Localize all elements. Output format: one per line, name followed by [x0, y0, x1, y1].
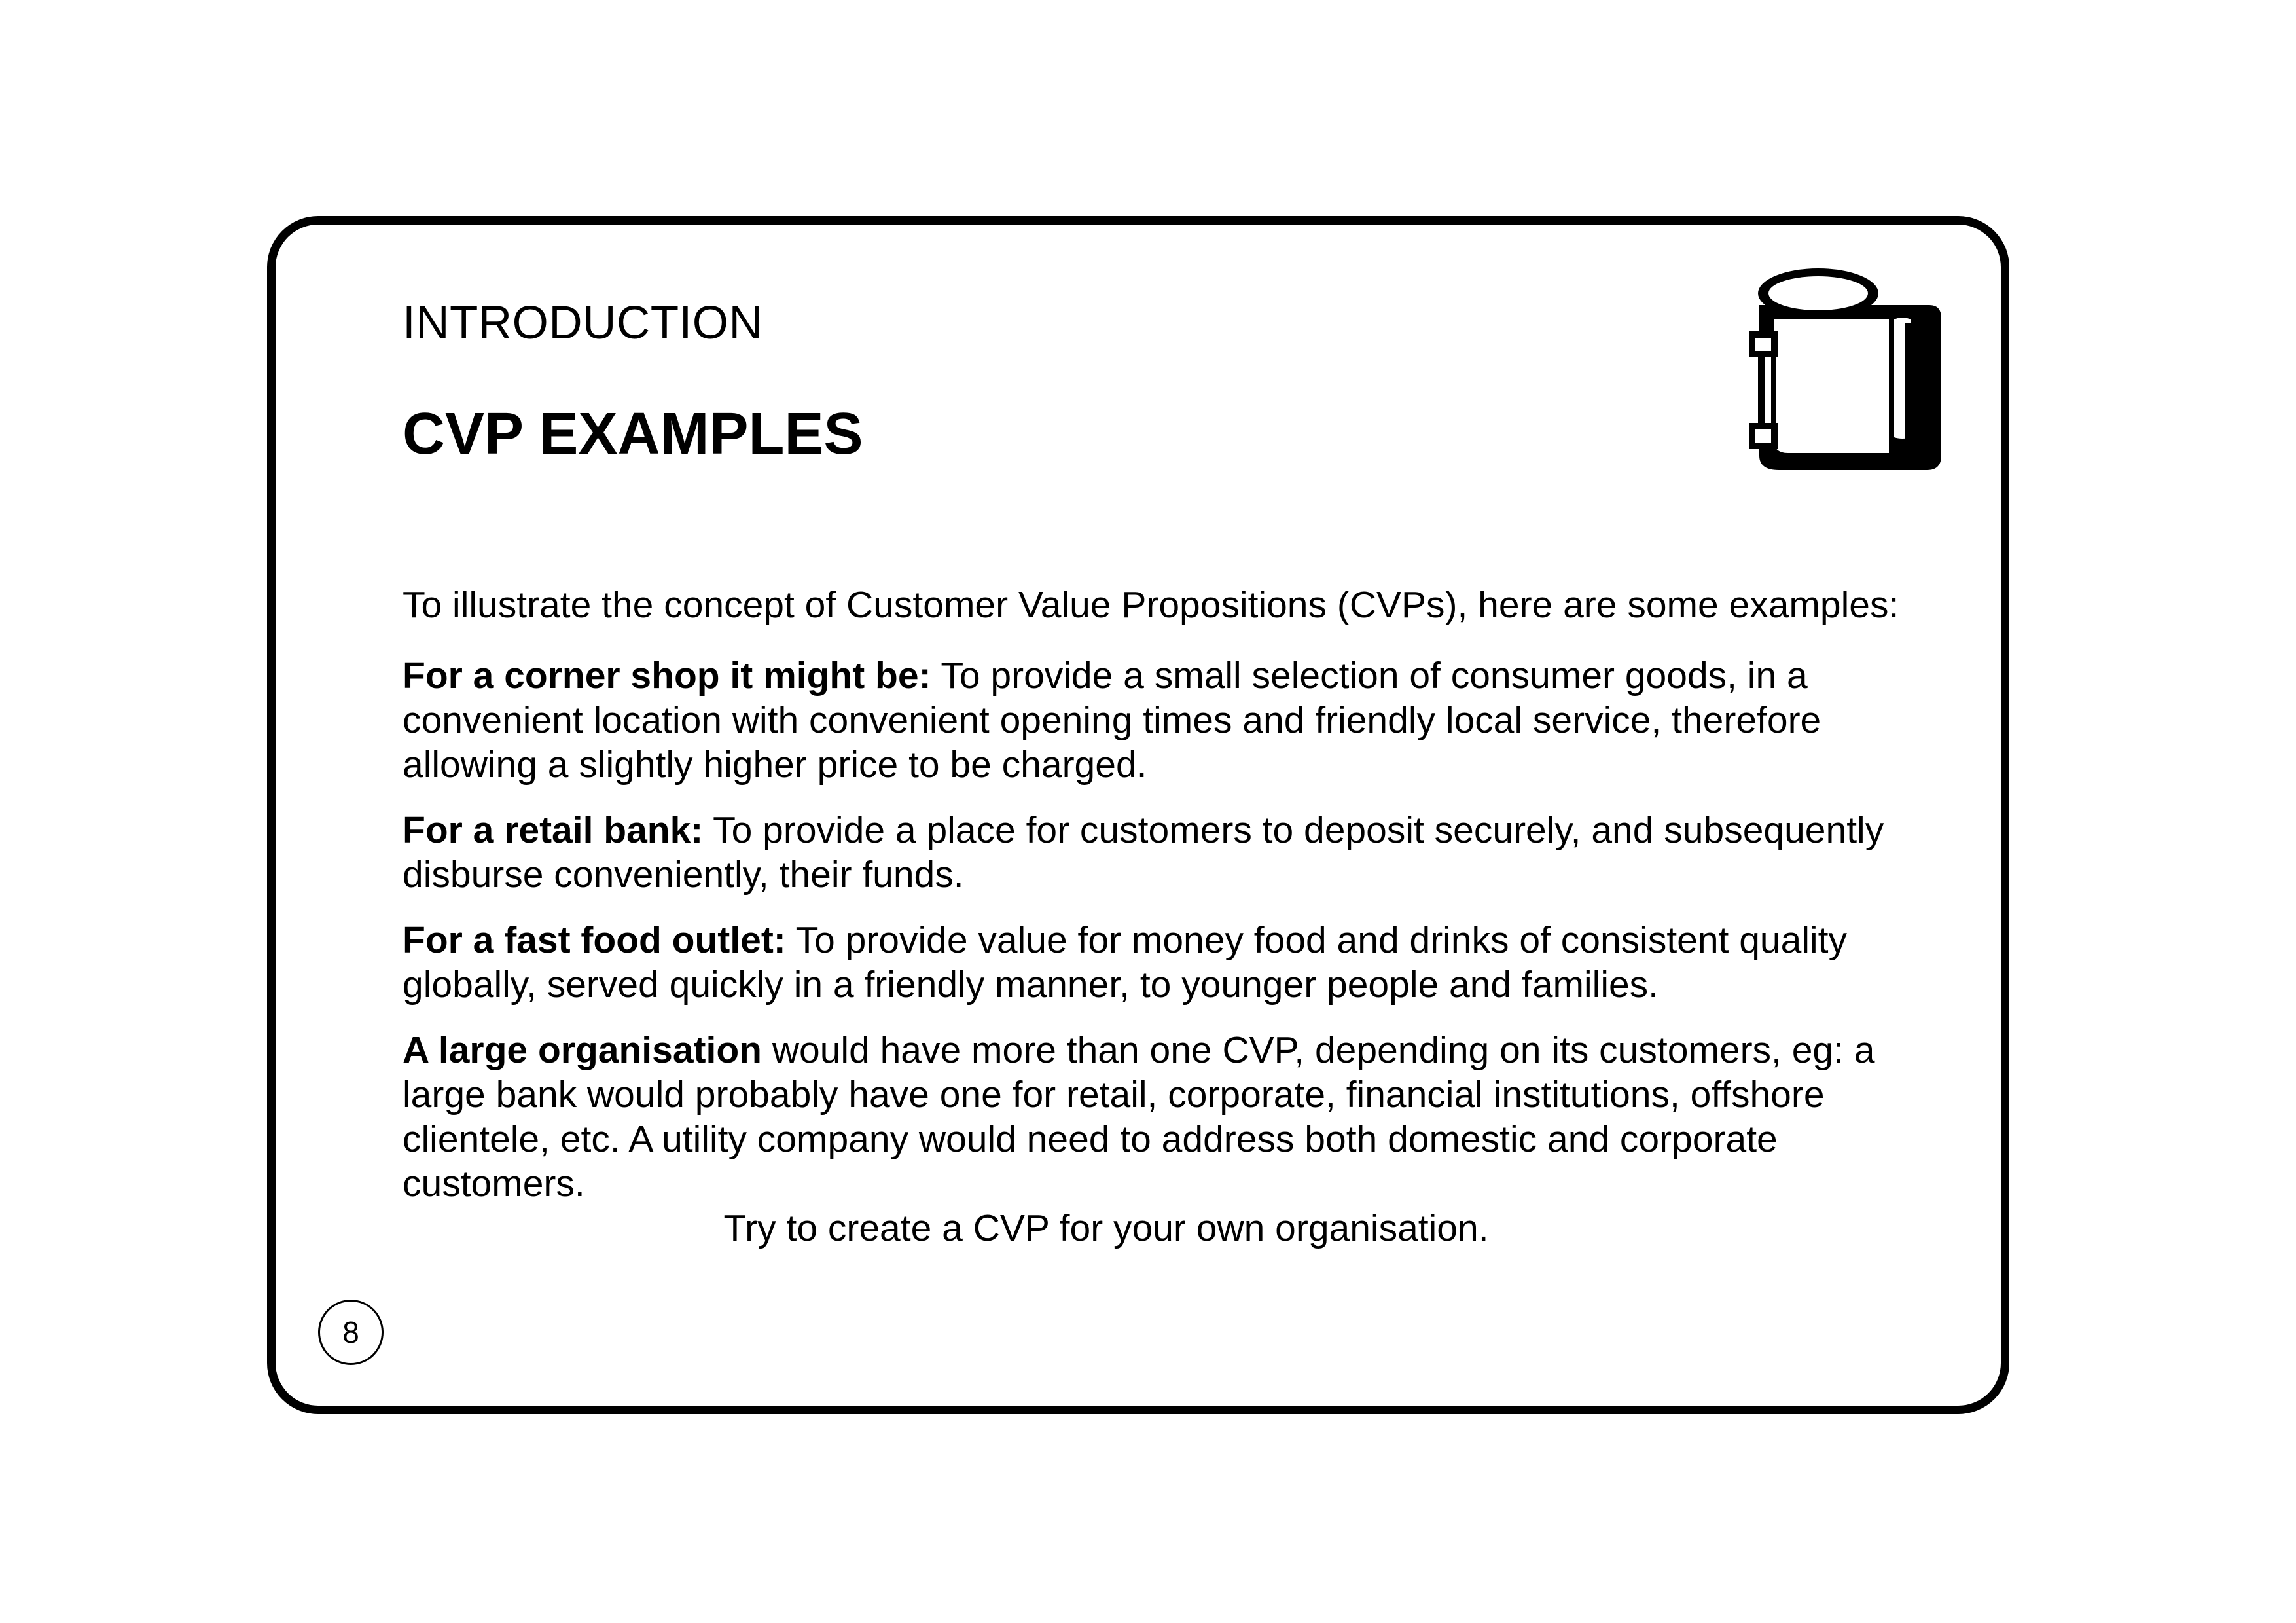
example-lead: For a corner shop it might be: — [403, 655, 931, 697]
book-icon — [1733, 259, 1946, 484]
example-fast-food — [403, 918, 1928, 1007]
page-title: CVP EXAMPLES — [403, 401, 863, 467]
page-number: 8 — [318, 1300, 384, 1365]
example-lead: For a fast food outlet: — [403, 919, 786, 961]
section-label: INTRODUCTION — [403, 297, 763, 349]
example-text: To provide value for money food and drinks of consistent quality globally, served quickly in a friendly manner, to younger people and families. — [403, 919, 1847, 1006]
closing-line: Try to create a CVP for your own organisation. — [723, 1207, 1489, 1249]
body-text — [403, 583, 1928, 1250]
example-lead: A large organisation — [403, 1029, 762, 1071]
intro-paragraph: To illustrate the concept of Customer Value Propositions (CVPs), here are some examples: — [403, 584, 1899, 626]
example-corner-shop — [403, 653, 1928, 787]
example-text: To provide a place for customers to deposit securely, and subsequently disburse conveniently, their funds. — [403, 809, 1884, 896]
example-text: would have more than one CVP, depending on its customers, eg: a large bank would probably have one for retail, corporate, financial institutions, offshore clientele, etc. A utility company would need to address both domestic and corporate customers. — [403, 1029, 1875, 1205]
example-large-organisation — [403, 1028, 1928, 1206]
example-lead: For a retail bank: — [403, 809, 704, 851]
example-retail-bank — [403, 808, 1928, 897]
example-text: To provide a small selection of consumer goods, in a convenient location with convenient opening times and friendly local service, therefore allowing a slightly higher price to be charged. — [403, 655, 1821, 786]
